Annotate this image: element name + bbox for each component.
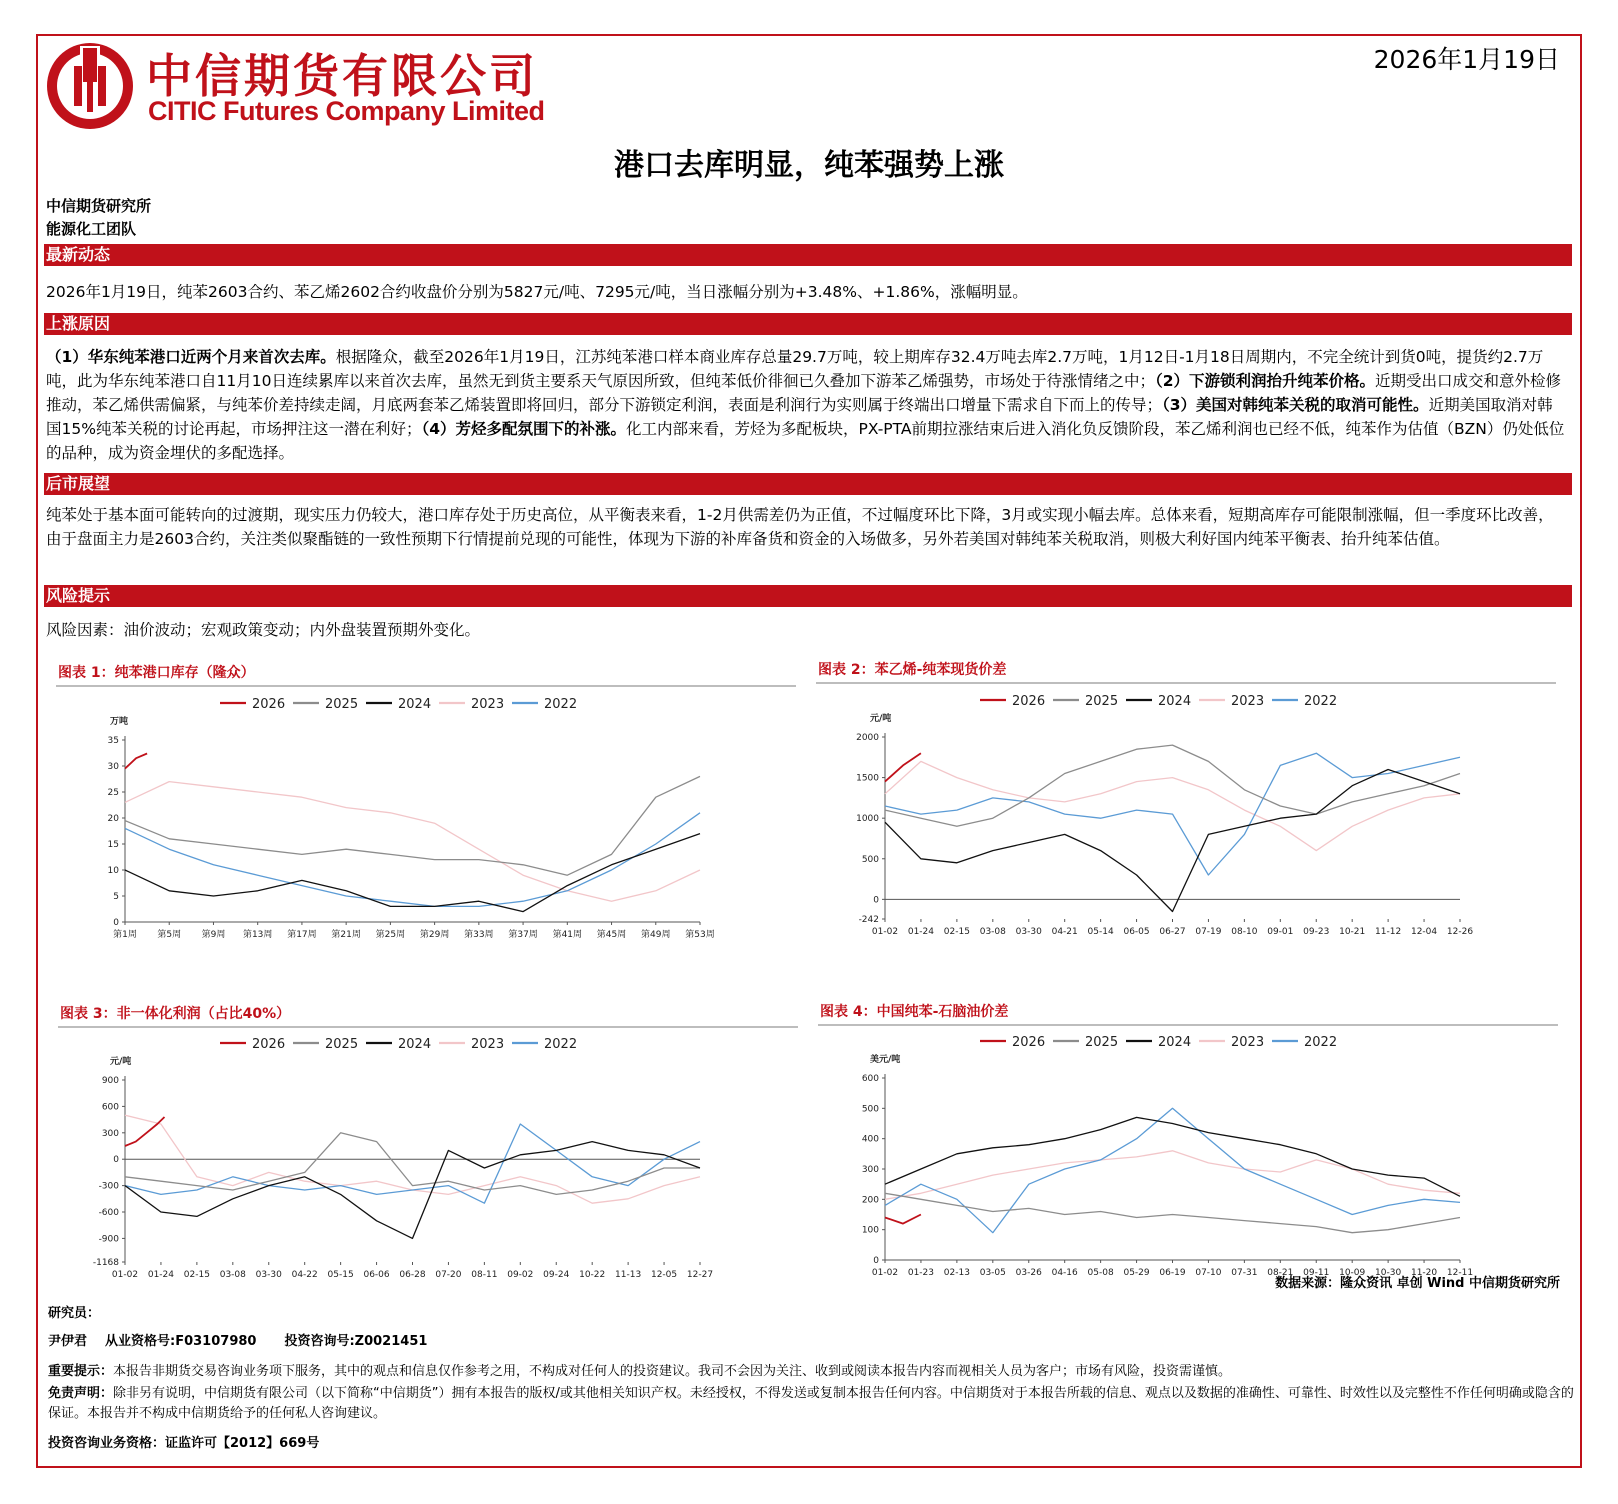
- x-tick-label: 第1周: [113, 930, 137, 940]
- consult-number: 投资咨询号:Z0021451: [284, 1334, 428, 1349]
- reasons-text: [46, 345, 1566, 465]
- legend-label-2023: 2023: [471, 1037, 505, 1052]
- series-line-2026: [125, 754, 147, 769]
- researcher-name: 尹伊君: [48, 1334, 88, 1349]
- x-tick-label: 06-06: [363, 1270, 390, 1280]
- x-tick-label: 05-29: [1123, 1268, 1150, 1278]
- legend-label-2025: 2025: [1085, 694, 1119, 709]
- x-tick-label: 11-12: [1375, 927, 1402, 937]
- chart-3-y-unit: 元/吨: [110, 1057, 132, 1067]
- reason-1-title: （1）华东纯苯港口近两个月来首次去库。: [46, 348, 336, 366]
- y-tick-label: 400: [861, 1134, 879, 1145]
- x-tick-label: 第5周: [157, 930, 182, 940]
- x-tick-label: 09-11: [1303, 1268, 1330, 1278]
- legend-item-2024: [1126, 694, 1191, 709]
- y-tick-label: 300: [101, 1128, 119, 1139]
- report-date: 2026年1月19日: [1373, 45, 1560, 74]
- legend-item-2025: [1053, 1035, 1118, 1050]
- y-tick-label: 500: [861, 854, 879, 865]
- chart-2-y-unit: 元/吨: [870, 714, 892, 724]
- y-tick-label: -1168: [92, 1258, 119, 1268]
- y-tick-label: 100: [861, 1225, 879, 1236]
- x-tick-label: 03-30: [1015, 927, 1042, 937]
- legend-label-2024: 2024: [1158, 1035, 1192, 1050]
- reason-4-text: 化工内部来看，芳烃为多配板块，PX-PTA前期拉涨结束后进入消化负反馈阶段，苯乙烯利润也已经不低，纯苯作为估值（BZN）仍处低位的品种，成为资金埋伏的多配选择。: [46, 420, 1565, 462]
- x-tick-label: 07-19: [1195, 927, 1222, 937]
- section-heading-reasons: 上涨原因: [44, 313, 1572, 335]
- x-tick-label: 07-20: [435, 1270, 462, 1280]
- x-tick-label: 第17周: [287, 930, 317, 940]
- x-tick-label: 08-11: [471, 1270, 498, 1280]
- chart-3-rule: [58, 1026, 798, 1028]
- x-tick-label: 07-10: [1195, 1268, 1222, 1278]
- x-tick-label: 03-26: [1015, 1268, 1042, 1278]
- chart-1-inventory: [60, 697, 740, 975]
- legend-label-2023: 2023: [1231, 694, 1265, 709]
- legend-item-2026: [220, 697, 285, 712]
- x-tick-label: 01-02: [111, 1270, 139, 1280]
- chart-1-y-unit: 万吨: [110, 717, 129, 727]
- x-tick-label: 08-21: [1267, 1268, 1294, 1278]
- legend-item-2025: [1053, 694, 1118, 709]
- reason-2-title: （2）下游锁利润抬升纯苯价格。: [1154, 372, 1375, 390]
- x-tick-label: 第37周: [508, 930, 538, 940]
- legend-item-2026: [980, 694, 1045, 709]
- legend-label-2025: 2025: [325, 697, 359, 712]
- x-tick-label: 第41周: [552, 930, 583, 940]
- latest-text: 2026年1月19日，纯苯2603合约、苯乙烯2602合约收盘价分别为5827元/吨、7295元/吨，当日涨幅分别为+3.48%、+1.86%，涨幅明显。: [46, 283, 1028, 301]
- series-line-2022: [885, 753, 1460, 875]
- series-line-2026: [125, 1117, 165, 1146]
- legend-item-2022: [1272, 1035, 1337, 1050]
- section-heading-latest: 最新动态: [44, 244, 1572, 266]
- x-tick-label: 05-08: [1087, 1268, 1114, 1278]
- legend-label-2022: 2022: [544, 1037, 578, 1052]
- team-name: 能源化工团队: [46, 220, 137, 238]
- disclaimer: [48, 1384, 1578, 1424]
- company-logo: [44, 40, 604, 132]
- section-heading-outlook: 后市展望: [44, 473, 1572, 495]
- y-tick-label: 1000: [856, 814, 879, 825]
- legend-label-2024: 2024: [398, 697, 432, 712]
- x-tick-label: 01-02: [871, 1268, 899, 1278]
- x-tick-label: 01-23: [907, 1268, 935, 1278]
- y-tick-label: 900: [101, 1076, 119, 1086]
- legend-item-2025: [293, 1037, 358, 1052]
- x-tick-label: 12-11: [1446, 1268, 1474, 1278]
- series-line-2024: [885, 770, 1460, 912]
- institute-name: 中信期货研究所: [46, 197, 152, 215]
- y-tick-label: 0: [113, 918, 119, 928]
- x-tick-label: 12-04: [1410, 927, 1438, 937]
- x-tick-label: 10-22: [579, 1270, 606, 1280]
- x-tick-label: 04-21: [1051, 927, 1078, 937]
- y-tick-label: -600: [98, 1208, 119, 1219]
- disclaimer-text: 除非另有说明，中信期货有限公司（以下简称“中信期货”）拥有本报告的版权/或其他相关知识产权。未经授权，不得发送或复制本报告任何内容。中信期货对于本报告所载的信息、观点以及数据的准确性、可靠性、时效性以及完整性不作任何明确或隐含的保证。本报告并不构成中信期货给予的任何私人咨询建议。: [48, 1386, 1574, 1421]
- x-tick-label: 10-09: [1339, 1268, 1366, 1278]
- section-heading-risk: 风险提示: [44, 585, 1572, 607]
- legend-label-2022: 2022: [1304, 694, 1338, 709]
- chart-2-title: 图表 2：苯乙烯-纯苯现货价差: [818, 662, 1007, 678]
- x-tick-label: 12-26: [1446, 927, 1474, 937]
- chart-3-title: 图表 3：非一体化利润（占比40%）: [60, 1006, 291, 1022]
- legend-item-2025: [293, 697, 358, 712]
- data-source: 数据来源：隆众资讯 卓创 Wind 中信期货研究所: [1275, 1276, 1560, 1291]
- permit: [48, 1434, 1578, 1454]
- y-tick-label: 0: [113, 1155, 119, 1166]
- x-tick-label: 第25周: [375, 930, 406, 940]
- chart-4-title: 图表 4：中国纯苯-石脑油价差: [820, 1004, 1009, 1020]
- x-tick-label: 05-14: [1087, 927, 1114, 937]
- series-line-2026: [885, 1215, 921, 1224]
- chart-3-profit: [60, 1037, 740, 1315]
- x-tick-label: 第53周: [685, 930, 715, 940]
- y-tick-label: 30: [107, 762, 119, 772]
- x-tick-label: 09-01: [1267, 927, 1294, 937]
- legend-item-2026: [980, 1035, 1045, 1050]
- legend-label-2026: 2026: [1012, 694, 1046, 709]
- license-number: 从业资格号:F03107980: [105, 1334, 257, 1349]
- x-tick-label: 03-05: [979, 1268, 1006, 1278]
- series-line-2023: [125, 782, 700, 902]
- x-tick-label: 06-19: [1159, 1268, 1186, 1278]
- y-tick-label: -300: [98, 1181, 119, 1192]
- report-title: 港口去库明显，纯苯强势上涨: [614, 148, 1004, 183]
- notice-text: 本报告非期货交易咨询业务项下服务，其中的观点和信息仅作参考之用，不构成对任何人的投资建议。我司不会因为关注、收到或阅读本报告内容而视相关人员为客户；市场有风险，投资需谨慎。: [113, 1364, 1232, 1379]
- x-tick-label: 09-24: [543, 1270, 570, 1280]
- x-tick-label: 02-15: [183, 1270, 210, 1280]
- y-tick-label: -242: [858, 915, 879, 925]
- y-tick-label: 200: [861, 1195, 879, 1206]
- legend-label-2026: 2026: [252, 1037, 286, 1052]
- series-line-2024: [125, 834, 700, 912]
- x-tick-label: 第45周: [596, 930, 627, 940]
- y-tick-label: 2000: [856, 733, 879, 743]
- company-name-cn: 中信期货有限公司: [146, 49, 538, 103]
- x-tick-label: 10-21: [1339, 927, 1366, 937]
- disclaimer-label: 免责声明：: [48, 1386, 114, 1401]
- series-line-2022: [125, 1124, 700, 1203]
- y-tick-label: 10: [107, 866, 119, 876]
- x-tick-label: 11-20: [1410, 1268, 1438, 1278]
- legend-item-2026: [220, 1037, 285, 1052]
- legend-label-2026: 2026: [252, 697, 286, 712]
- x-tick-label: 09-02: [507, 1270, 534, 1280]
- series-line-2022: [125, 813, 700, 907]
- permit-text: 投资咨询业务资格：证监许可【2012】669号: [48, 1436, 320, 1451]
- y-tick-label: 600: [861, 1074, 879, 1084]
- legend-item-2022: [512, 697, 577, 712]
- chart-4-rule: [818, 1024, 1558, 1026]
- citic-logo-icon: [44, 40, 136, 132]
- legend-label-2024: 2024: [398, 1037, 432, 1052]
- researcher-label-text: 研究员：: [48, 1306, 101, 1321]
- legend-item-2023: [439, 697, 504, 712]
- x-tick-label: 第9周: [201, 930, 226, 940]
- x-tick-label: 02-15: [943, 927, 970, 937]
- x-tick-label: 04-16: [1051, 1268, 1078, 1278]
- x-tick-label: 12-05: [650, 1270, 678, 1280]
- outlook-text: 纯苯处于基本面可能转向的过渡期，现实压力仍较大，港口库存处于历史高位，从平衡表来看，1-2月供需差仍为正值，不过幅度环比下降，3月或实现小幅去库。总体来看，短期高库存可能限制涨幅，但一季度环比改善，由于盘面主力是2603合约，关注类似聚酯链的一致性预期下行情提前兑现的可能性，体现为下游的补库备货和资金的入场做多，另外若美国对韩纯苯关税取消，则极大利好国内纯苯平衡表、抬升纯苯估值。: [46, 506, 1554, 548]
- y-tick-label: 0: [873, 895, 879, 906]
- x-tick-label: 03-30: [255, 1270, 282, 1280]
- x-tick-label: 第21周: [331, 930, 361, 940]
- x-tick-label: 06-28: [399, 1270, 426, 1280]
- chart-1-title: 图表 1：纯苯港口库存（隆众）: [58, 665, 255, 681]
- legend-label-2025: 2025: [325, 1037, 359, 1052]
- y-tick-label: 15: [107, 840, 119, 850]
- y-tick-label: 300: [861, 1165, 879, 1175]
- x-tick-label: 06-05: [1123, 927, 1150, 937]
- y-tick-label: 500: [861, 1104, 879, 1115]
- y-tick-label: 35: [107, 736, 119, 746]
- y-tick-label: 20: [107, 814, 119, 824]
- legend-label-2022: 2022: [1304, 1035, 1338, 1050]
- x-tick-label: 07-31: [1231, 1268, 1258, 1278]
- legend-item-2023: [1199, 694, 1264, 709]
- legend-item-2024: [1126, 1035, 1191, 1050]
- legend-item-2022: [512, 1037, 577, 1052]
- legend-label-2023: 2023: [1231, 1035, 1265, 1050]
- y-tick-label: 5: [113, 892, 119, 902]
- x-tick-label: 02-13: [943, 1268, 970, 1278]
- y-tick-label: 600: [101, 1102, 119, 1113]
- x-tick-label: 05-15: [327, 1270, 354, 1280]
- researcher-label: [48, 1304, 1578, 1324]
- reason-4-title: （4）芳烃多配氛围下的补涨。: [421, 420, 626, 438]
- x-tick-label: 第13周: [242, 930, 273, 940]
- x-tick-label: 01-02: [871, 927, 899, 937]
- notice: [48, 1362, 1578, 1382]
- legend-label-2024: 2024: [1158, 694, 1192, 709]
- x-tick-label: 03-08: [219, 1270, 246, 1280]
- risk-text: 风险因素：油价波动；宏观政策变动；内外盘装置预期外变化。: [46, 621, 481, 639]
- x-tick-label: 12-27: [686, 1270, 714, 1280]
- y-tick-label: 1500: [856, 773, 879, 784]
- legend-item-2022: [1272, 694, 1337, 709]
- legend-label-2025: 2025: [1085, 1035, 1119, 1050]
- x-tick-label: 08-10: [1231, 927, 1258, 937]
- series-line-2025: [125, 776, 700, 875]
- series-line-2024: [885, 1117, 1460, 1196]
- author-block: [46, 195, 151, 241]
- chart-2-rule: [816, 682, 1556, 684]
- reason-3-title: （3）美国对韩纯苯关税的取消可能性。: [1162, 396, 1429, 414]
- legend-item-2024: [366, 697, 431, 712]
- series-line-2023: [885, 1151, 1460, 1200]
- chart-2-spread: [820, 694, 1500, 972]
- legend-item-2023: [439, 1037, 504, 1052]
- x-tick-label: 第29周: [419, 930, 450, 940]
- company-name-en: CITIC Futures Company Limited: [148, 96, 545, 126]
- legend-label-2023: 2023: [471, 697, 505, 712]
- x-tick-label: 第49周: [641, 930, 671, 940]
- y-tick-label: -900: [98, 1234, 119, 1245]
- legend-item-2024: [366, 1037, 431, 1052]
- y-tick-label: 25: [107, 788, 119, 798]
- x-tick-label: 01-24: [147, 1270, 175, 1280]
- x-tick-label: 01-24: [907, 927, 935, 937]
- x-tick-label: 03-08: [979, 927, 1006, 937]
- x-tick-label: 第33周: [464, 930, 494, 940]
- legend-item-2023: [1199, 1035, 1264, 1050]
- legend-label-2022: 2022: [544, 697, 578, 712]
- chart-4-y-unit: 美元/吨: [870, 1055, 901, 1065]
- x-tick-label: 09-23: [1303, 927, 1330, 937]
- x-tick-label: 04-22: [291, 1270, 318, 1280]
- x-tick-label: 06-27: [1159, 927, 1186, 937]
- legend-label-2026: 2026: [1012, 1035, 1046, 1050]
- x-tick-label: 10-30: [1375, 1268, 1402, 1278]
- y-tick-label: 0: [873, 1256, 879, 1266]
- reason-2-text: 近期受出口成交和意外检修推动，苯乙烯供需偏紧，与纯苯价差持续走阔，月底两套苯乙烯装置即将回归，部分下游锁定利润，表面是利润行为实则属于终端出口增量下需求自下而上的传导；: [46, 372, 1562, 414]
- researcher-info: [48, 1332, 1578, 1352]
- chart-1-rule: [56, 685, 796, 687]
- reason-1-text: 根据隆众，截至2026年1月19日，江苏纯苯港口样本商业库存总量29.7万吨，较上期库存32.4万吨去库2.7万吨，1月12日-1月18日周期内，不完全统计到货0吨，提货约2.7万吨，此为华东纯苯港口自11月10日连续累库以来首次去库，虽然无到货主要系天气原因所致，但纯苯低价徘徊已久叠加下游苯乙烯强势，市场处于待涨情绪之中；: [46, 348, 1544, 390]
- reason-3-text: 近期美国取消对韩国15%纯苯关税的讨论再起，市场押注这一潜在利好；: [46, 396, 1553, 438]
- x-tick-label: 11-13: [615, 1270, 642, 1280]
- notice-label: 重要提示：: [48, 1364, 114, 1379]
